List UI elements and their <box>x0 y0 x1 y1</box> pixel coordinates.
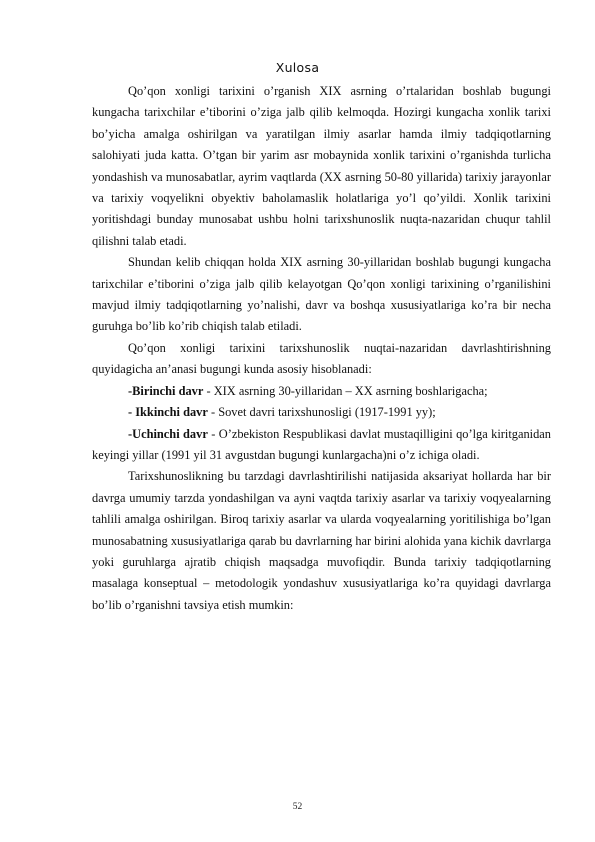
period-label: -Uchinchi davr <box>128 426 208 441</box>
period-label: -Birinchi davr <box>128 383 204 398</box>
paragraph-periodization: Qo’qon xonligi tarixini tarixshunoslik nuqtai-nazaridan davrlashtirishning quyidagicha an’anasi bugungi kunda asosiy hisoblanadi: <box>92 340 551 377</box>
period-description: - O’zbekiston Respublikasi davlat mustaqilligini qo’lga kiritganidan keyingi yillar (1991 yil 31 avgustdan bugungi kunlargacha)ni o’z ichiga oladi. <box>92 426 552 462</box>
page-number: 52 <box>292 802 303 812</box>
body-text <box>92 81 551 616</box>
period-description: - XIX asrning 30-yillaridan – XX asrning boshlarigacha; <box>203 383 488 398</box>
paragraph-grouping: Shundan kelib chiqqan holda XIX asrning 30-yillaridan boshlab bugungi kungacha tarixchilar e’tiborini o’ziga jalb qilib kelayotgan Qo’qon xonligi tarixining o’rganilishini mavjud ilmiy tadqiqotlarning yo’nalishi, davr va boshqa xususiyatlariga ko’ra bir necha guruhga bo’lib ko’rib chiqish talab etiladi. <box>92 255 551 334</box>
period-label: - Ikkinchi davr <box>128 405 208 420</box>
period-description: - Sovet davri tarixshunosligi (1917-1991 yy); <box>207 405 436 420</box>
period-item-third <box>92 424 551 467</box>
paragraph-intro: Qo’qon xonligi tarixini o’rganish XIX asrning o’rtalaridan boshlab bugungi kungacha tarixchilar e’tiborini o’ziga jalb qilib kelmoqda. Hozirgi kungacha xonlik tarixi bo’yicha amalga oshirilgan va yaratilgan ilmiy asarlar hamda ilmiy tadqiqotlarning salohiyati juda katta. O’tgan bir yarim asr mobaynida xonlik tarixini o’rganishda turlicha yondashish va munosabatlar, ayrim vaqtlarda (XX asrning 50-80 yillarida) tarixiy jarayonlar va tarixiy voqyelikni obyektiv baholamaslik holatlariga yo’l qo’yildi. Xonlik tarixini yoritishdagi bunday munosabat ushbu holni tarixshunoslik nuqta-nazaridan chuqur tahlil qilishni talab etadi. <box>92 84 551 248</box>
paragraph-closing: Tarixshunoslikning bu tarzdagi davrlashtirilishi natijasida aksariyat hollarda har bir davrga umumiy tarzda yondashilgan va ayni vaqtda tarixiy asarlar va tarixiy voqyealarning tahlili amalga oshirilgan. Biroq tarixiy asarlar va ularda voqyealarning yoritilishiga bo’lgan munosabatning xususiyatlariga qarab bu davrlarning har birini alohida yana kichik davrlarga yoki guruhlarga ajratib chiqish maqsadga muvofiqdir. Bunda tarixiy tadqiqotlarning masalaga konseptual – metodologik yondashuv xususiyatlariga ko’ra quyidagi davrlarga bo’lib o’rganishni tavsiya etish mumkin: <box>92 469 551 612</box>
page-title: Xulosa <box>275 60 320 75</box>
period-item-first <box>92 381 551 402</box>
period-item-second <box>92 402 551 423</box>
